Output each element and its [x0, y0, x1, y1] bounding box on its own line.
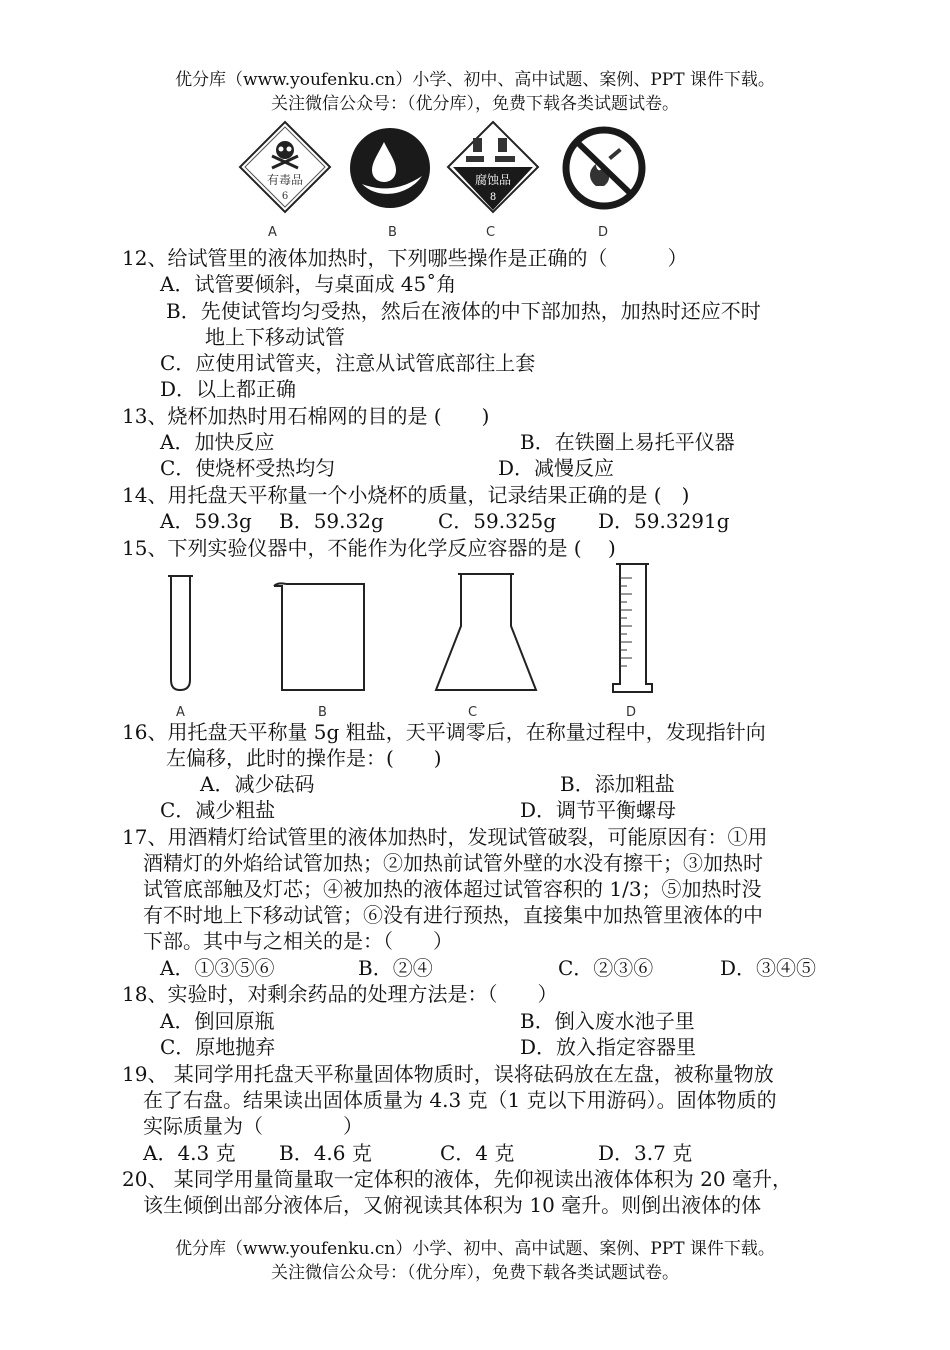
q17-line2: 酒精灯的外焰给试管加热；②加热前试管外壁的水没有擦干；③加热时 [143, 851, 763, 875]
water-drop-sign-icon [350, 128, 430, 208]
test-tube-icon [168, 576, 193, 690]
corrosive-sign-icon [448, 122, 538, 212]
apparatus-label-c: C [468, 705, 478, 720]
sign-label-c: C [486, 225, 496, 238]
toxic-sign-number: 6 [281, 191, 289, 202]
q13-option-a: A．加快反应 [160, 430, 275, 454]
q14-option-d: D．59.3291g [598, 509, 730, 533]
q14-option-c: C．59.325g [438, 509, 557, 533]
q12-option-a: A．试管要倾斜，与桌面成 45˚角 [160, 272, 457, 296]
q19-option-b: B．4.6 克 [279, 1141, 372, 1165]
graduated-cylinder-icon [613, 564, 652, 692]
q14-option-b: B．59.32g [279, 509, 384, 533]
q12-option-c: C．应使用试管夹，注意从试管底部往上套 [160, 351, 536, 375]
q16-stem-line1: 16、用托盘天平称量 5g 粗盐，天平调零后，在称量过程中，发现指针向 [122, 720, 766, 744]
q17-option-b: B．②④ [358, 956, 433, 980]
q14-option-a: A．59.3g [160, 509, 252, 533]
hazard-signs-figure [238, 120, 658, 238]
q12-option-b-line1: B．先使试管均匀受热，然后在液体的中下部加热，加热时还应不时 [166, 299, 761, 323]
q18-option-c: C．原地抛弃 [160, 1035, 276, 1059]
q17-line1: 17、用酒精灯给试管里的液体加热时，发现试管破裂，可能原因有：①用 [122, 825, 768, 849]
q13-stem: 13、烧杯加热时用石棉网的目的是 ( ) [122, 404, 490, 428]
q13-option-d: D．减慢反应 [498, 456, 615, 480]
page-header-line1: 优分库（www.youfenku.cn）小学、初中、高中试题、案例、PPT 课件下载。 [175, 70, 775, 90]
sign-label-a: A [268, 225, 277, 238]
page-footer-line2: 关注微信公众号：（优分库），免费下载各类试题试卷。 [271, 1263, 679, 1283]
q18-option-a: A．倒回原瓶 [160, 1009, 275, 1033]
q17-line5: 下部。其中与之相关的是：（ ） [143, 929, 453, 953]
q12-option-b-line2: 地上下移动试管 [205, 325, 345, 349]
no-fire-sign-icon [566, 130, 642, 206]
q18-stem: 18、实验时，对剩余药品的处理方法是：（ ） [122, 982, 558, 1006]
beaker-icon [274, 583, 364, 690]
q19-option-a: A．4.3 克 [143, 1141, 236, 1165]
q16-option-a: A．减少砝码 [200, 772, 315, 796]
q16-option-c: C．减少粗盐 [160, 798, 276, 822]
q19-option-d: D．3.7 克 [598, 1141, 693, 1165]
toxic-sign-text: 有毒品 [266, 173, 304, 187]
toxic-sign-icon [240, 122, 330, 212]
conical-flask-icon [436, 574, 536, 690]
page-header-line2: 关注微信公众号：（优分库），免费下载各类试题试卷。 [271, 94, 679, 114]
sign-label-b: B [388, 225, 397, 238]
q17-option-c: C．②③⑥ [558, 956, 654, 980]
q15-stem: 15、下列实验仪器中，不能作为化学反应容器的是 ( ) [122, 536, 616, 560]
page-footer-line1: 优分库（www.youfenku.cn）小学、初中、高中试题、案例、PPT 课件下载。 [175, 1239, 775, 1259]
corrosive-sign-text: 腐蚀品 [474, 173, 512, 187]
q18-option-b: B．倒入废水池子里 [520, 1009, 695, 1033]
q12-option-d: D．以上都正确 [160, 377, 297, 401]
q18-option-d: D．放入指定容器里 [520, 1035, 697, 1059]
q14-stem: 14、用托盘天平称量一个小烧杯的质量，记录结果正确的是 ( ) [122, 483, 690, 507]
sign-label-d: D [598, 225, 609, 238]
q13-option-c: C．使烧杯受热均匀 [160, 456, 336, 480]
q17-option-d: D．③④⑤ [720, 956, 817, 980]
apparatus-label-b: B [318, 705, 327, 720]
q19-line1: 19、 某同学用托盘天平称量固体物质时，误将砝码放在左盘，被称量物放 [122, 1062, 774, 1086]
q17-line4: 有不时地上下移动试管；⑥没有进行预热，直接集中加热管里液体的中 [143, 903, 763, 927]
q16-stem-line2: 左偏移，此时的操作是：( ) [166, 746, 442, 770]
q19-line3: 实际质量为（ ） [143, 1114, 363, 1138]
q17-line3: 试管底部触及灯芯；④被加热的液体超过试管容积的 1/3；⑤加热时没 [143, 877, 762, 901]
corrosive-sign-number: 8 [489, 192, 497, 203]
q17-option-a: A．①③⑤⑥ [160, 956, 275, 980]
q12-stem: 12、给试管里的液体加热时，下列哪些操作是正确的（ ） [122, 246, 688, 270]
q20-line1: 20、 某同学用量筒量取一定体积的液体，先仰视读出液体体积为 20 毫升， [122, 1167, 792, 1191]
q19-option-c: C．4 克 [440, 1141, 515, 1165]
apparatus-label-a: A [176, 705, 185, 720]
q16-option-d: D．调节平衡螺母 [520, 798, 677, 822]
q19-line2: 在了右盘。结果读出固体质量为 4.3 克（1 克以下用游码）。固体物质的 [143, 1088, 777, 1112]
q16-option-b: B．添加粗盐 [560, 772, 675, 796]
q20-line2: 该生倾倒出部分液体后，又俯视读其体积为 10 毫升。则倒出液体的体 [143, 1193, 762, 1217]
lab-apparatus-figure [150, 562, 690, 722]
q13-option-b: B．在铁圈上易托平仪器 [520, 430, 735, 454]
apparatus-label-d: D [626, 705, 637, 720]
